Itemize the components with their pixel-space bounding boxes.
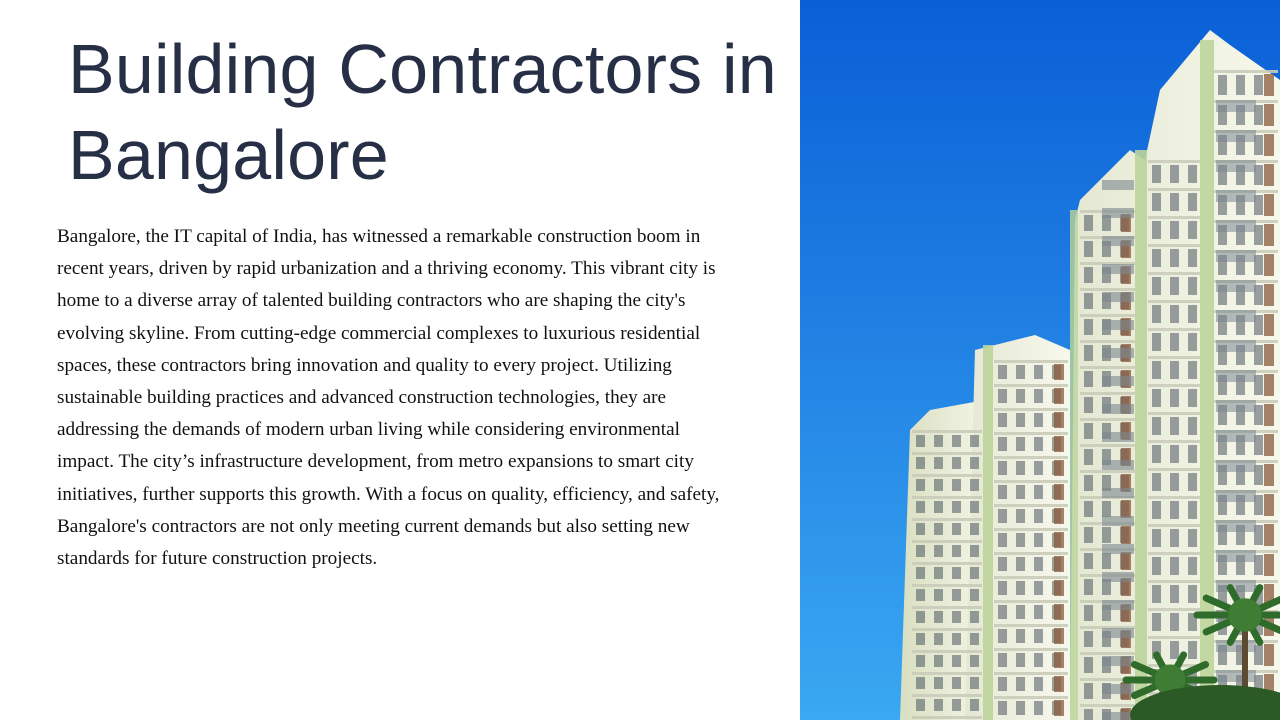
slide-title: Building Contractors in Bangalore (68, 30, 777, 194)
slide-body-text: Bangalore, the IT capital of India, has witnessed a remarkable construction boom in recent years, driven by rapid urbanization and a thriving economy. This vibrant city is home to a diverse array of talented building contractors who are shaping the city's evolving skyline. From cutting-edge commercial complexes to luxurious residential spaces, these contractors bring innovation and quality to every project. Utilizing sustainable building practices and advanced construction technologies, they are addressing the demands of modern urban living while considering environmental impact. The city’s infrastructure development, from metro expansions to smart city initiatives, further supports this growth. With a focus on quality, efficiency, and safety, Bangalore's contractors are not only meeting current demands but also setting new standards for future construction projects. (57, 226, 720, 570)
building-photo-illustration (800, 0, 1280, 720)
building-photo (800, 0, 1280, 720)
